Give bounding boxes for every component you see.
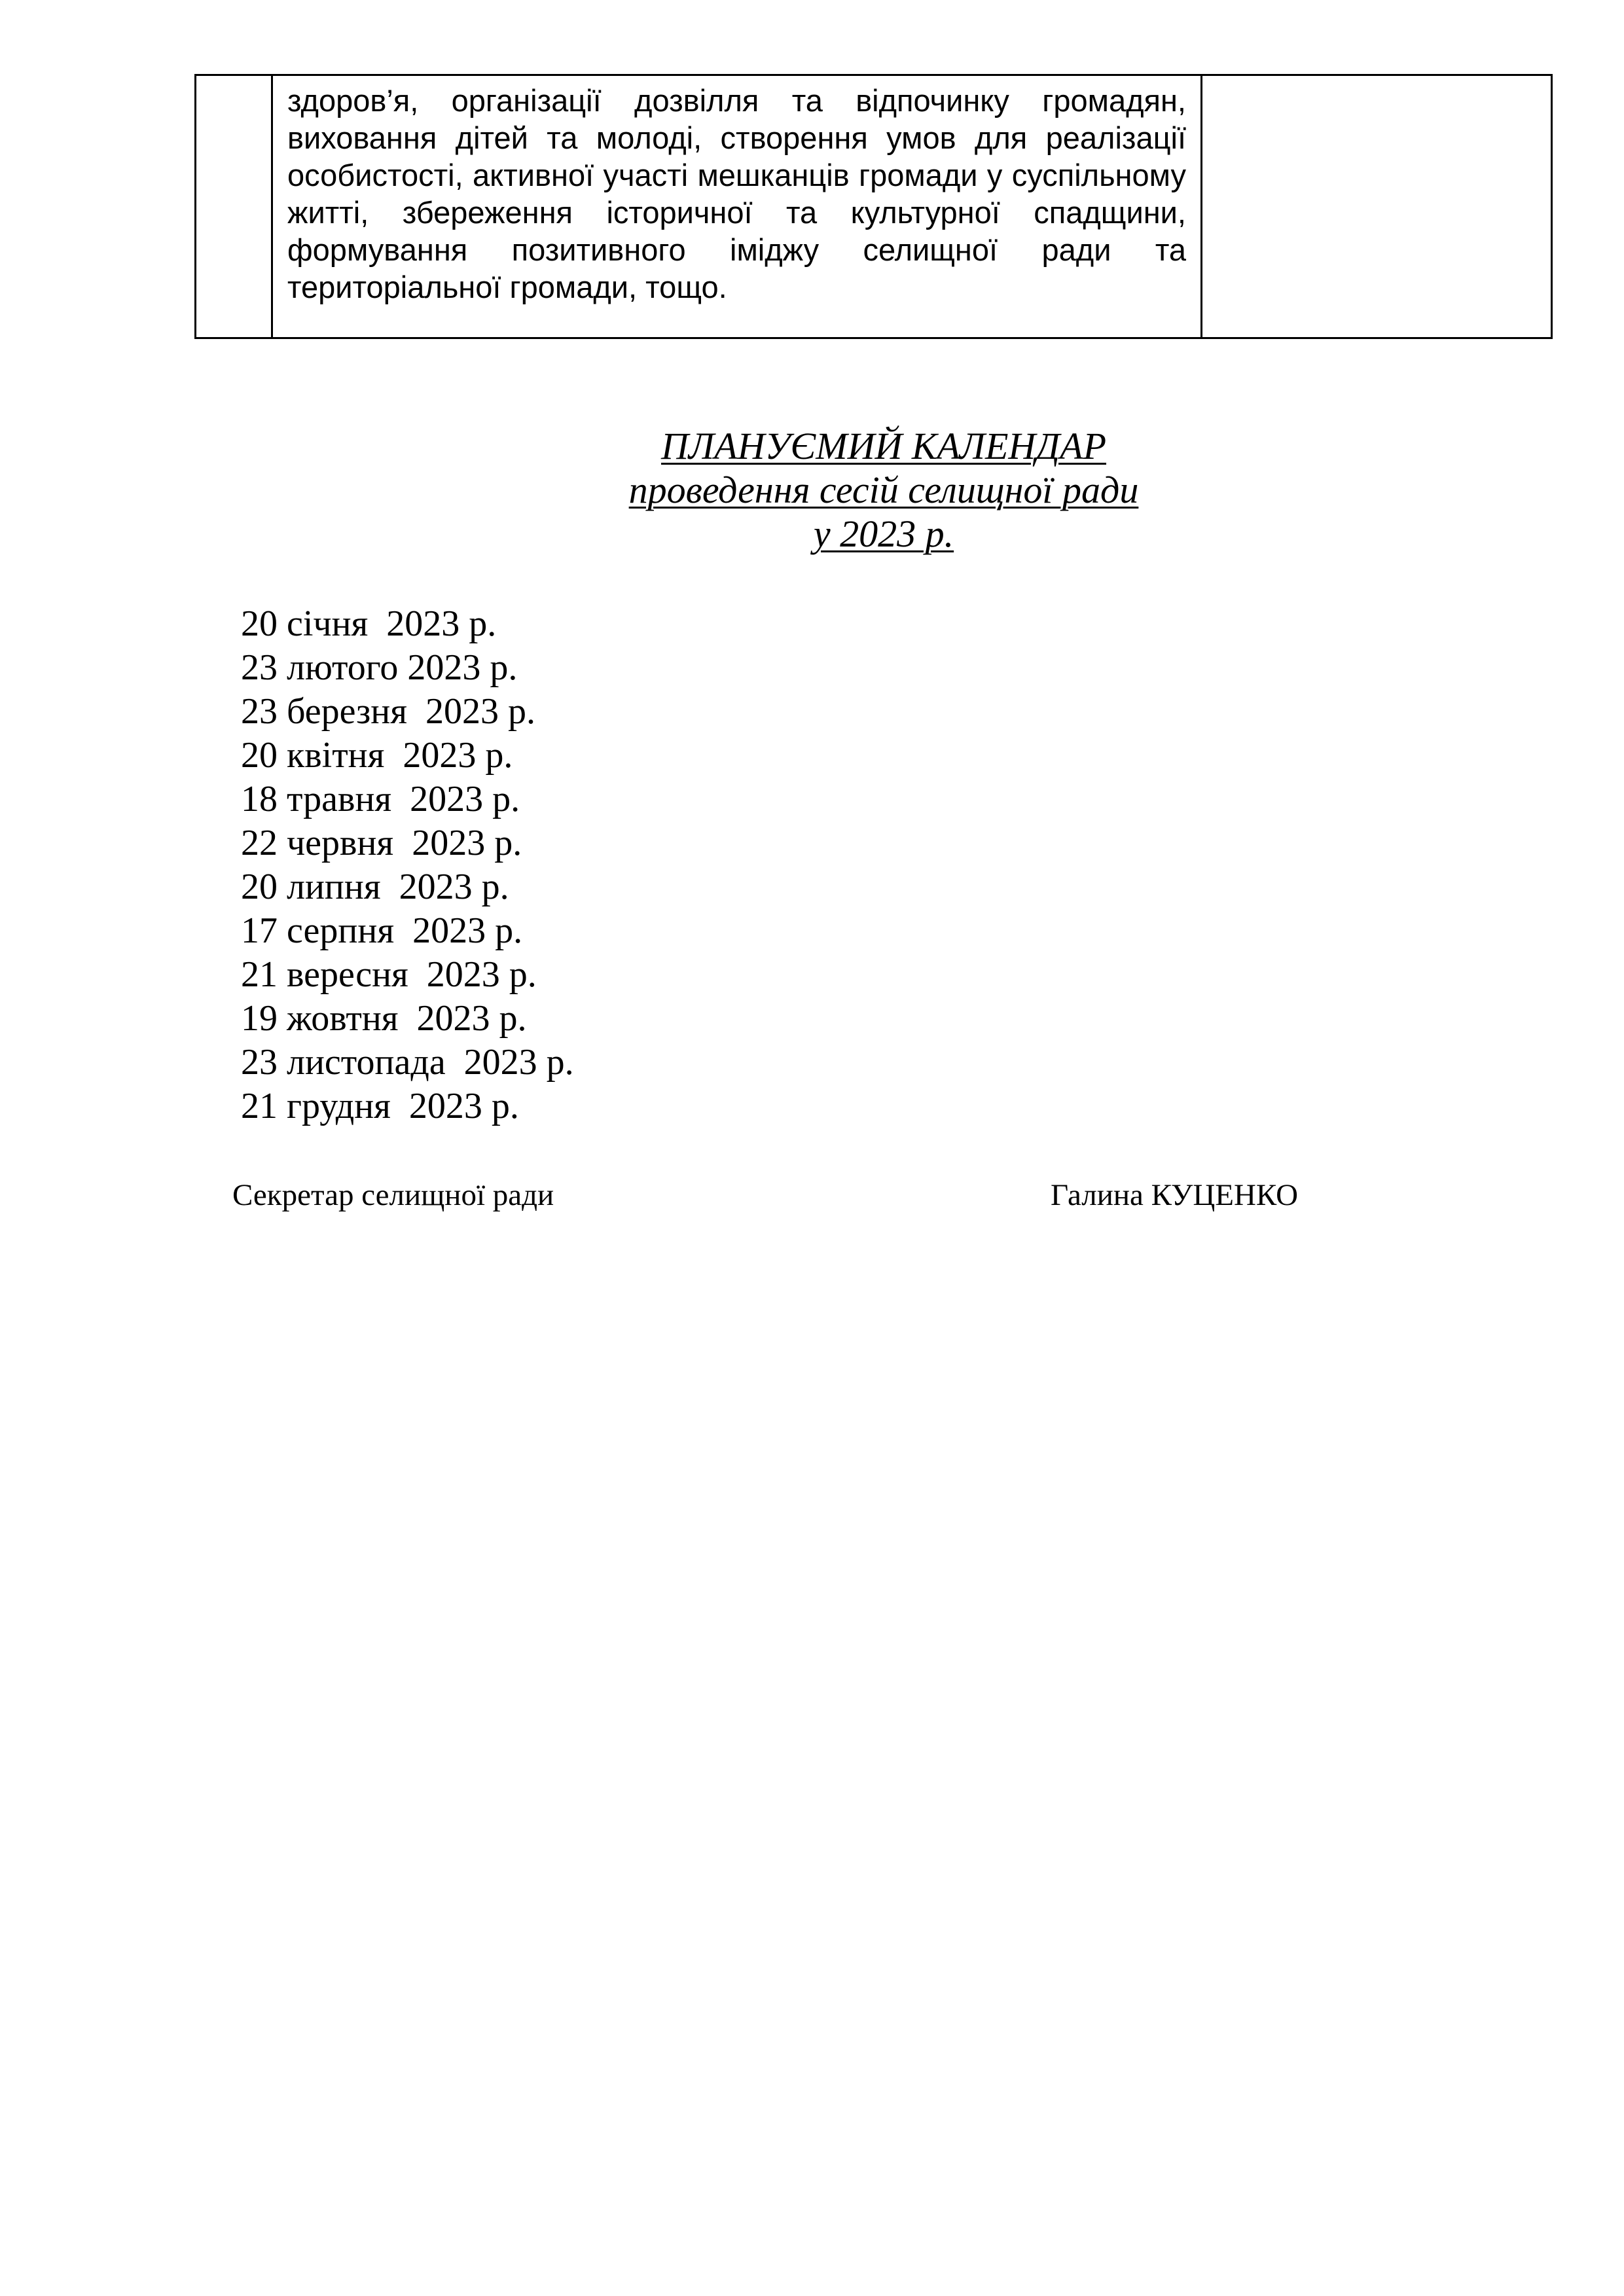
description-line: територіальної громади, тощо. <box>287 270 727 304</box>
session-date: 20 січня 2023 р. <box>241 603 497 644</box>
session-date: 21 грудня 2023 р. <box>241 1086 519 1126</box>
calendar-title: ПЛАНУЄМИЙ КАЛЕНДАР <box>660 425 1107 467</box>
signatory-position: Секретар селищної ради <box>232 1178 554 1212</box>
calendar-subtitle: проведення сесій селищної ради <box>628 469 1139 511</box>
session-date: 23 лютого 2023 р. <box>241 647 518 688</box>
description-line: формування позитивного іміджу селищної ради та <box>287 232 1186 267</box>
table-row <box>196 75 1552 338</box>
description-line: виховання дітей та молоді, створення умов для реалізації <box>287 120 1186 155</box>
calendar-year: у 2023 р. <box>813 512 954 555</box>
session-date: 17 серпня 2023 р. <box>241 910 523 951</box>
plan-table-fragment <box>194 74 1553 339</box>
session-date: 20 липня 2023 р. <box>241 867 509 907</box>
session-date: 23 березня 2023 р. <box>241 691 535 732</box>
session-date: 20 квітня 2023 р. <box>241 735 513 776</box>
row-description-text <box>273 76 1200 306</box>
description-line: житті, збереження історичної та культурної спадщини, <box>287 195 1186 230</box>
session-date: 22 червня 2023 р. <box>241 823 522 863</box>
session-dates-list <box>241 602 574 1128</box>
session-date: 18 травня 2023 р. <box>241 779 520 819</box>
description-line: здоров’я, організації дозвілля та відпочинку громадян, <box>287 83 1186 118</box>
row-description-cell <box>272 75 1202 338</box>
session-date: 23 листопада 2023 р. <box>241 1042 574 1083</box>
row-number-cell <box>196 75 272 338</box>
calendar-heading <box>458 424 1309 556</box>
signatory-name: Галина КУЦЕНКО <box>1051 1178 1299 1212</box>
session-date: 19 жовтня 2023 р. <box>241 998 527 1039</box>
session-date: 21 вересня 2023 р. <box>241 954 537 995</box>
description-line: особистості, активної участі мешканців громади у суспільному <box>287 158 1186 192</box>
row-note-cell <box>1202 75 1552 338</box>
